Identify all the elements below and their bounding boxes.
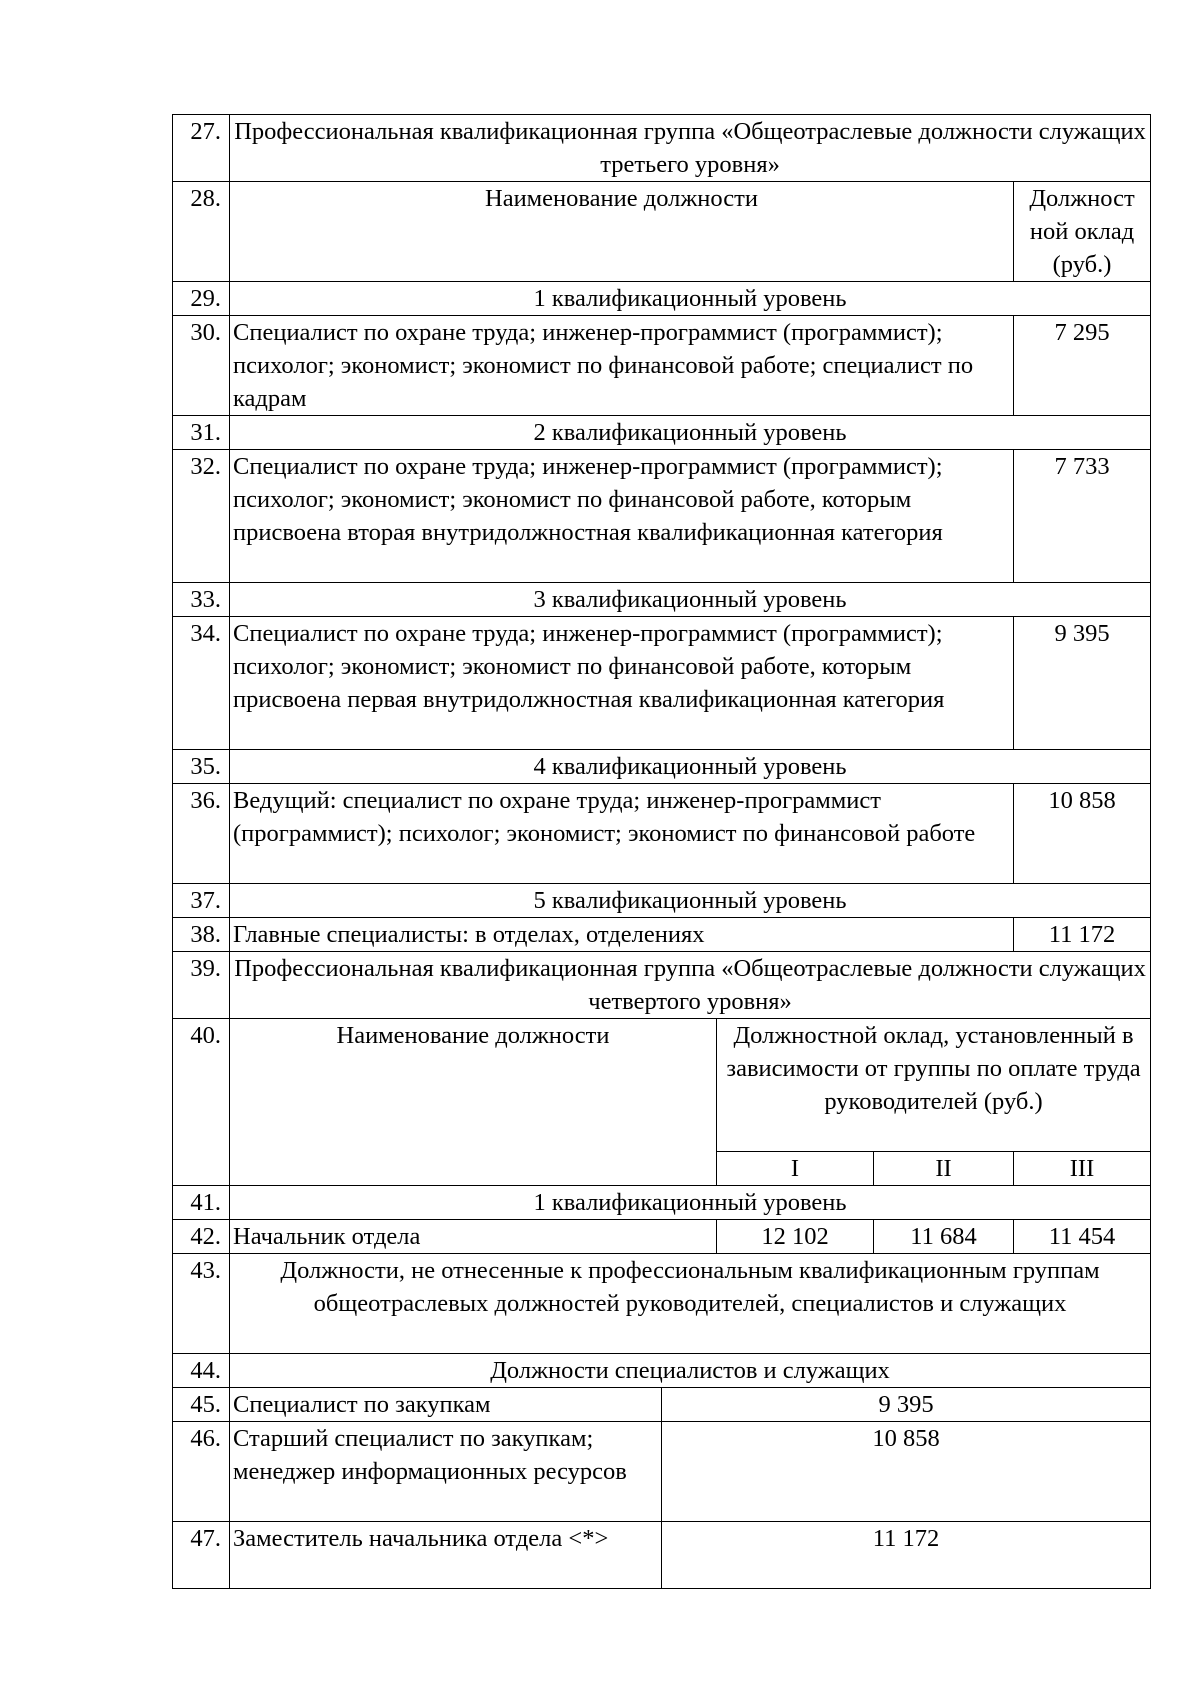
table-row xyxy=(173,1522,1151,1589)
position-name-header: Наименование должности xyxy=(230,1019,717,1186)
table-row xyxy=(173,884,1151,918)
table-row xyxy=(173,784,1151,884)
position-name: Специалист по охране труда; инженер-программист (программист); психолог; экономист; экономист по финансовой работе, которым присвоена вторая внутридолжностная квалификационная категория xyxy=(230,450,1014,583)
salary-value: 9 395 xyxy=(662,1388,1151,1422)
row-number: 34. xyxy=(173,617,230,750)
table-row xyxy=(173,282,1151,316)
table-row xyxy=(173,952,1151,1019)
qualification-level: 2 квалификационный уровень xyxy=(230,416,1151,450)
row-number: 43. xyxy=(173,1254,230,1354)
table-row xyxy=(173,583,1151,617)
salary-value: 7 295 xyxy=(1014,316,1151,416)
row-number: 33. xyxy=(173,583,230,617)
position-name: Ведущий: специалист по охране труда; инженер-программист (программист); психолог; экономист; экономист по финансовой работе xyxy=(230,784,1014,884)
table-row xyxy=(173,1422,1151,1522)
row-number: 38. xyxy=(173,918,230,952)
table-row xyxy=(173,1388,1151,1422)
table-row xyxy=(173,918,1151,952)
table-row xyxy=(173,115,1151,182)
position-name: Специалист по охране труда; инженер-программист (программист); психолог; экономист; экономист по финансовой работе; специалист по кадрам xyxy=(230,316,1014,416)
table-row xyxy=(173,182,1151,282)
position-name: Главные специалисты: в отделах, отделениях xyxy=(230,918,1014,952)
row-number: 36. xyxy=(173,784,230,884)
table-row xyxy=(173,1186,1151,1220)
row-number: 40. xyxy=(173,1019,230,1186)
salary-header: Должностной оклад, установленный в зависимости от группы по оплате труда руководителей (руб.) xyxy=(717,1019,1151,1152)
qualification-level: 5 квалификационный уровень xyxy=(230,884,1151,918)
qualification-level: 1 квалификационный уровень xyxy=(230,1186,1151,1220)
salary-value: 11 454 xyxy=(1014,1220,1151,1254)
salary-group-header: III xyxy=(1014,1152,1151,1186)
row-number: 39. xyxy=(173,952,230,1019)
row-number: 41. xyxy=(173,1186,230,1220)
row-number: 28. xyxy=(173,182,230,282)
table-row xyxy=(173,1220,1151,1254)
qualification-level: 1 квалификационный уровень xyxy=(230,282,1151,316)
position-name-header: Наименование должности xyxy=(230,182,1014,282)
section-heading: Должности специалистов и служащих xyxy=(230,1354,1151,1388)
row-number: 31. xyxy=(173,416,230,450)
salary-value: 10 858 xyxy=(1014,784,1151,884)
group-heading: Профессиональная квалификационная группа «Общеотраслевые должности служащих четвертого уровня» xyxy=(230,952,1151,1019)
position-name: Специалист по закупкам xyxy=(230,1388,662,1422)
salary-group-header: I xyxy=(717,1152,874,1186)
salary-value: 11 684 xyxy=(874,1220,1014,1254)
salary-value: 7 733 xyxy=(1014,450,1151,583)
row-number: 47. xyxy=(173,1522,230,1589)
qualification-level: 3 квалификационный уровень xyxy=(230,583,1151,617)
table-row xyxy=(173,750,1151,784)
salary-group-header: II xyxy=(874,1152,1014,1186)
table-row xyxy=(173,1354,1151,1388)
group-heading: Профессиональная квалификационная группа «Общеотраслевые должности служащих третьего уровня» xyxy=(230,115,1151,182)
row-number: 45. xyxy=(173,1388,230,1422)
row-number: 35. xyxy=(173,750,230,784)
salary-value: 12 102 xyxy=(717,1220,874,1254)
row-number: 42. xyxy=(173,1220,230,1254)
row-number: 44. xyxy=(173,1354,230,1388)
row-number: 37. xyxy=(173,884,230,918)
table-row xyxy=(173,416,1151,450)
salary-header: Должност ной оклад (руб.) xyxy=(1014,182,1151,282)
position-name: Старший специалист по закупкам; менеджер информационных ресурсов xyxy=(230,1422,662,1522)
salary-value: 10 858 xyxy=(662,1422,1151,1522)
table-row xyxy=(173,1019,1151,1152)
table-row xyxy=(173,450,1151,583)
salary-value: 11 172 xyxy=(662,1522,1151,1589)
qualification-level: 4 квалификационный уровень xyxy=(230,750,1151,784)
table-row xyxy=(173,617,1151,750)
position-name: Заместитель начальника отдела <*> xyxy=(230,1522,662,1589)
group-heading: Должности, не отнесенные к профессиональным квалификационным группам общеотраслевых должностей руководителей, специалистов и служащих xyxy=(230,1254,1151,1354)
row-number: 32. xyxy=(173,450,230,583)
row-number: 46. xyxy=(173,1422,230,1522)
table-row xyxy=(173,316,1151,416)
row-number: 27. xyxy=(173,115,230,182)
table-row xyxy=(173,1254,1151,1354)
positions-salary-table xyxy=(172,114,1151,1589)
row-number: 29. xyxy=(173,282,230,316)
salary-value: 11 172 xyxy=(1014,918,1151,952)
position-name: Начальник отдела xyxy=(230,1220,717,1254)
position-name: Специалист по охране труда; инженер-программист (программист); психолог; экономист; экономист по финансовой работе, которым присвоена первая внутридолжностная квалификационная категория xyxy=(230,617,1014,750)
row-number: 30. xyxy=(173,316,230,416)
salary-value: 9 395 xyxy=(1014,617,1151,750)
